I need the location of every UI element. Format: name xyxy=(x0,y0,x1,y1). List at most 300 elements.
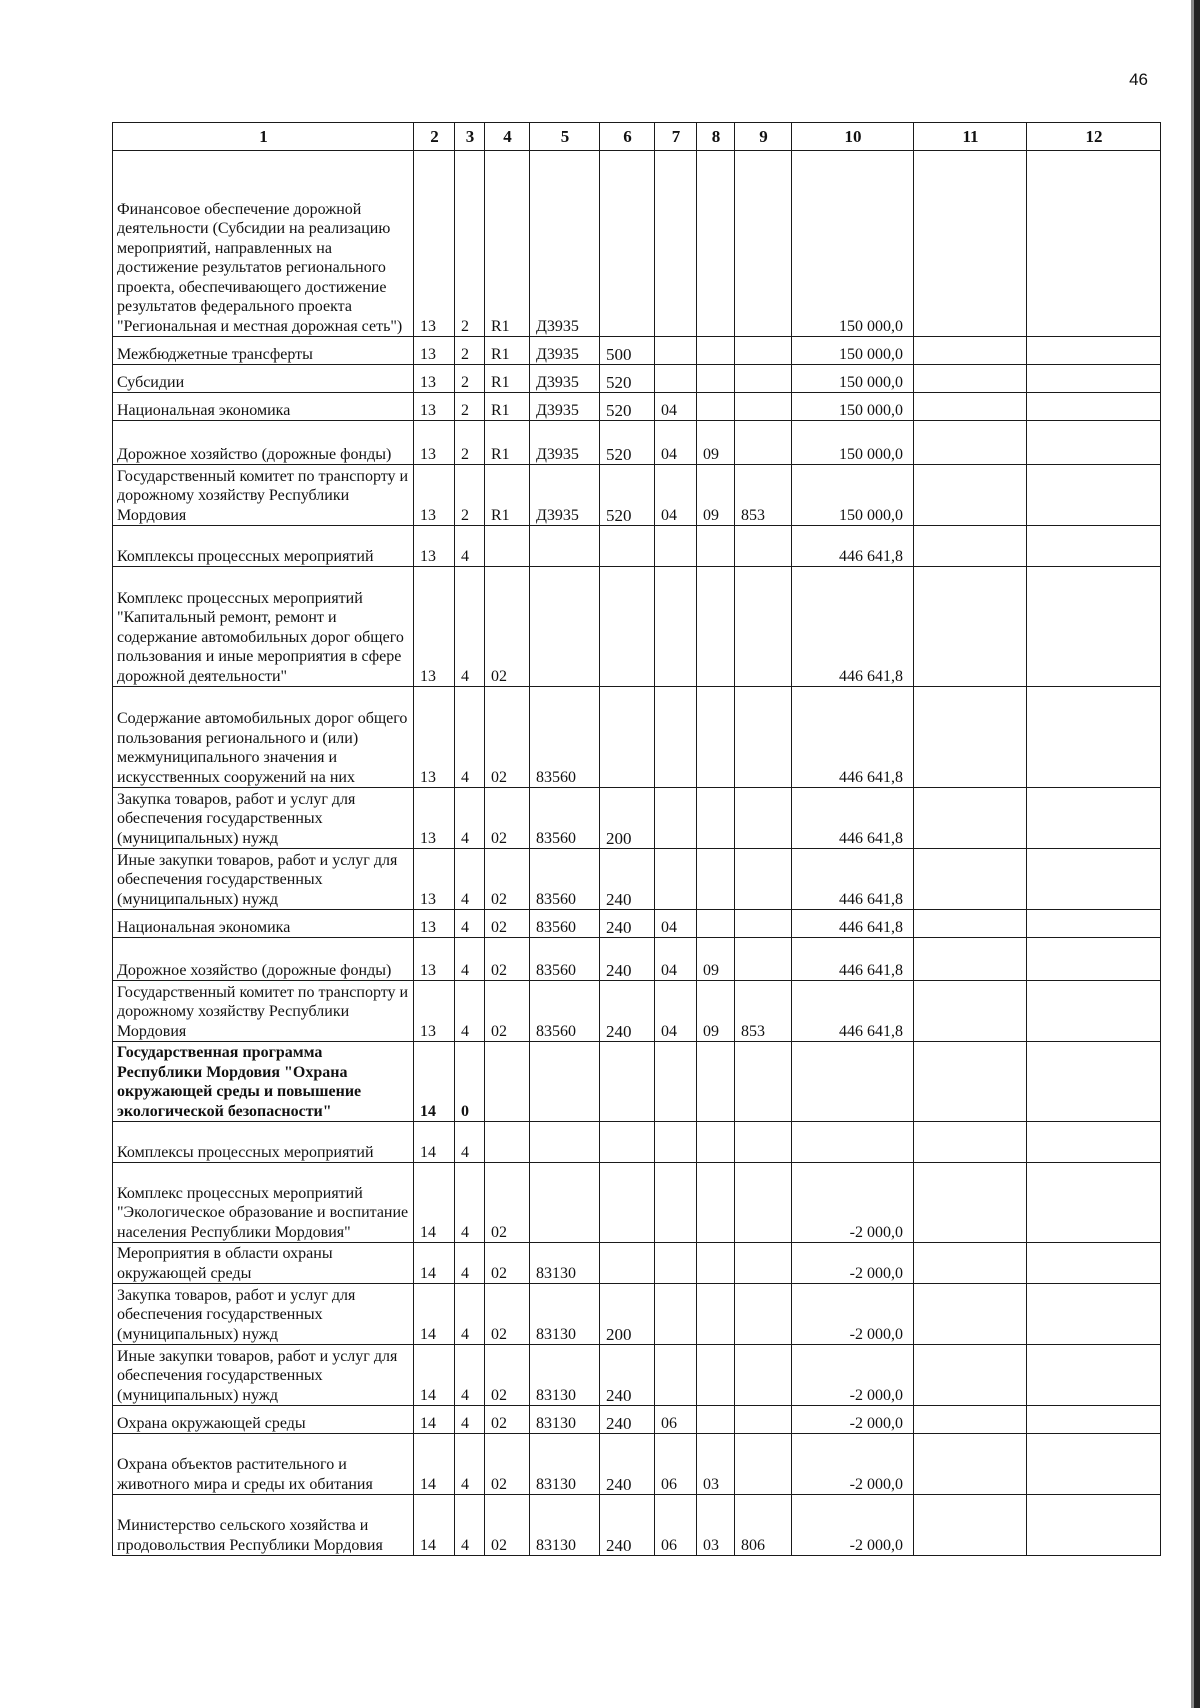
code-cell-c5 xyxy=(530,526,600,567)
code-cell-c7: 04 xyxy=(655,421,697,465)
column-header-5: 5 xyxy=(530,123,600,151)
code-cell-c3: 4 xyxy=(455,981,485,1042)
amount-cell: 446 641,8 xyxy=(792,849,914,910)
code-cell-c3: 4 xyxy=(455,526,485,567)
row-name: Комплексы процессных мероприятий xyxy=(113,1122,414,1163)
code-cell-c7: 04 xyxy=(655,938,697,981)
code-cell-c8 xyxy=(697,1406,735,1434)
row-name: Закупка товаров, работ и услуг для обеспечения государственных (муниципальных) нужд xyxy=(113,788,414,849)
row-name: Охрана окружающей среды xyxy=(113,1406,414,1434)
table-row xyxy=(113,365,1161,393)
code-cell-c6: 520 xyxy=(600,421,655,465)
empty-cell xyxy=(914,938,1027,981)
code-cell-c3: 4 xyxy=(455,849,485,910)
code-cell-c3: 4 xyxy=(455,1122,485,1163)
code-cell-c9 xyxy=(735,1042,792,1122)
empty-cell xyxy=(914,567,1027,687)
code-cell-c3: 2 xyxy=(455,465,485,526)
code-cell-c7 xyxy=(655,1284,697,1345)
code-cell-c6: 240 xyxy=(600,1345,655,1406)
empty-cell xyxy=(914,1495,1027,1556)
code-cell-c2: 13 xyxy=(414,981,455,1042)
column-header-9: 9 xyxy=(735,123,792,151)
empty-cell xyxy=(914,1406,1027,1434)
empty-cell xyxy=(1027,1345,1161,1406)
table-body xyxy=(113,151,1161,1556)
empty-cell xyxy=(1027,1122,1161,1163)
empty-cell xyxy=(1027,421,1161,465)
code-cell-c4: R1 xyxy=(485,465,530,526)
table-row xyxy=(113,1345,1161,1406)
code-cell-c5: Д3935 xyxy=(530,465,600,526)
code-cell-c5: 83560 xyxy=(530,788,600,849)
empty-cell xyxy=(914,1243,1027,1284)
code-cell-c5: 83130 xyxy=(530,1434,600,1495)
header-row xyxy=(113,123,1161,151)
table-row xyxy=(113,938,1161,981)
row-name: Национальная экономика xyxy=(113,393,414,421)
amount-cell: -2 000,0 xyxy=(792,1495,914,1556)
empty-cell xyxy=(914,849,1027,910)
row-name: Финансовое обеспечение дорожной деятельности (Субсидии на реализацию мероприятий, направленных на достижение результатов регионального проекта, обеспечивающего достижение результатов федерального проекта "Региональная и местная дорожная сеть") xyxy=(113,151,414,337)
code-cell-c2: 13 xyxy=(414,567,455,687)
code-cell-c6: 520 xyxy=(600,393,655,421)
code-cell-c3: 2 xyxy=(455,365,485,393)
code-cell-c8 xyxy=(697,1243,735,1284)
code-cell-c4: 02 xyxy=(485,1434,530,1495)
code-cell-c4: 02 xyxy=(485,1243,530,1284)
code-cell-c4: R1 xyxy=(485,151,530,337)
table-row xyxy=(113,1406,1161,1434)
code-cell-c9 xyxy=(735,849,792,910)
code-cell-c2: 13 xyxy=(414,393,455,421)
table-row xyxy=(113,1163,1161,1243)
code-cell-c7 xyxy=(655,849,697,910)
empty-cell xyxy=(914,526,1027,567)
code-cell-c6: 240 xyxy=(600,1406,655,1434)
code-cell-c3: 4 xyxy=(455,1495,485,1556)
code-cell-c8 xyxy=(697,788,735,849)
empty-cell xyxy=(1027,1042,1161,1122)
row-name: Закупка товаров, работ и услуг для обеспечения государственных (муниципальных) нужд xyxy=(113,1284,414,1345)
empty-cell xyxy=(914,910,1027,938)
code-cell-c5: 83130 xyxy=(530,1243,600,1284)
empty-cell xyxy=(1027,1284,1161,1345)
amount-cell xyxy=(792,1122,914,1163)
code-cell-c3: 2 xyxy=(455,393,485,421)
amount-cell: -2 000,0 xyxy=(792,1434,914,1495)
code-cell-c2: 13 xyxy=(414,465,455,526)
table-row xyxy=(113,151,1161,337)
scan-edge xyxy=(1194,0,1200,1708)
code-cell-c7 xyxy=(655,1042,697,1122)
code-cell-c3: 4 xyxy=(455,1434,485,1495)
code-cell-c8 xyxy=(697,1042,735,1122)
code-cell-c3: 4 xyxy=(455,687,485,788)
code-cell-c6 xyxy=(600,687,655,788)
code-cell-c7: 04 xyxy=(655,981,697,1042)
code-cell-c9: 806 xyxy=(735,1495,792,1556)
code-cell-c2: 14 xyxy=(414,1122,455,1163)
empty-cell xyxy=(914,788,1027,849)
code-cell-c8: 03 xyxy=(697,1495,735,1556)
code-cell-c5 xyxy=(530,1042,600,1122)
empty-cell xyxy=(914,1042,1027,1122)
code-cell-c7 xyxy=(655,337,697,365)
code-cell-c7: 04 xyxy=(655,910,697,938)
empty-cell xyxy=(914,1434,1027,1495)
amount-cell: 446 641,8 xyxy=(792,938,914,981)
budget-table xyxy=(112,122,1161,1556)
amount-cell: 446 641,8 xyxy=(792,788,914,849)
code-cell-c9 xyxy=(735,938,792,981)
row-name: Государственный комитет по транспорту и дорожному хозяйству Республики Мордовия xyxy=(113,981,414,1042)
amount-cell: 446 641,8 xyxy=(792,687,914,788)
code-cell-c4: 02 xyxy=(485,788,530,849)
code-cell-c5 xyxy=(530,1122,600,1163)
code-cell-c7: 04 xyxy=(655,393,697,421)
code-cell-c8 xyxy=(697,526,735,567)
table-row xyxy=(113,1284,1161,1345)
code-cell-c3: 4 xyxy=(455,910,485,938)
table-row xyxy=(113,788,1161,849)
column-header-12: 12 xyxy=(1027,123,1161,151)
row-name: Комплекс процессных мероприятий "Капитальный ремонт, ремонт и содержание автомобильных дорог общего пользования и иные мероприятия в сфере дорожной деятельности" xyxy=(113,567,414,687)
code-cell-c8: 09 xyxy=(697,421,735,465)
code-cell-c4: 02 xyxy=(485,567,530,687)
code-cell-c4 xyxy=(485,1122,530,1163)
empty-cell xyxy=(1027,337,1161,365)
code-cell-c5: 83130 xyxy=(530,1495,600,1556)
amount-cell: 150 000,0 xyxy=(792,151,914,337)
code-cell-c5 xyxy=(530,1163,600,1243)
code-cell-c4: 02 xyxy=(485,1406,530,1434)
code-cell-c5: 83130 xyxy=(530,1406,600,1434)
code-cell-c8 xyxy=(697,687,735,788)
empty-cell xyxy=(914,687,1027,788)
amount-cell: 150 000,0 xyxy=(792,421,914,465)
code-cell-c2: 14 xyxy=(414,1284,455,1345)
code-cell-c9 xyxy=(735,393,792,421)
empty-cell xyxy=(914,151,1027,337)
row-name: Комплексы процессных мероприятий xyxy=(113,526,414,567)
code-cell-c2: 13 xyxy=(414,337,455,365)
code-cell-c5: 83560 xyxy=(530,687,600,788)
code-cell-c5: 83560 xyxy=(530,981,600,1042)
empty-cell xyxy=(914,1122,1027,1163)
code-cell-c5: 83560 xyxy=(530,910,600,938)
code-cell-c9 xyxy=(735,526,792,567)
amount-cell xyxy=(792,1042,914,1122)
empty-cell xyxy=(914,1163,1027,1243)
empty-cell xyxy=(1027,1163,1161,1243)
empty-cell xyxy=(1027,1243,1161,1284)
empty-cell xyxy=(914,465,1027,526)
code-cell-c9 xyxy=(735,567,792,687)
table-row xyxy=(113,1122,1161,1163)
table-row xyxy=(113,465,1161,526)
code-cell-c3: 4 xyxy=(455,788,485,849)
code-cell-c2: 14 xyxy=(414,1495,455,1556)
amount-cell: 446 641,8 xyxy=(792,981,914,1042)
code-cell-c6 xyxy=(600,526,655,567)
empty-cell xyxy=(1027,526,1161,567)
code-cell-c9 xyxy=(735,1243,792,1284)
table-row xyxy=(113,1243,1161,1284)
code-cell-c9 xyxy=(735,687,792,788)
code-cell-c2: 13 xyxy=(414,526,455,567)
code-cell-c6: 500 xyxy=(600,337,655,365)
row-name: Государственный комитет по транспорту и дорожному хозяйству Республики Мордовия xyxy=(113,465,414,526)
code-cell-c4: R1 xyxy=(485,337,530,365)
code-cell-c9 xyxy=(735,365,792,393)
row-name: Национальная экономика xyxy=(113,910,414,938)
code-cell-c7: 06 xyxy=(655,1434,697,1495)
column-header-8: 8 xyxy=(697,123,735,151)
code-cell-c7 xyxy=(655,1243,697,1284)
row-name: Государственная программа Республики Мордовия "Охрана окружающей среды и повышение экологической безопасности" xyxy=(113,1042,414,1122)
code-cell-c2: 14 xyxy=(414,1163,455,1243)
code-cell-c8 xyxy=(697,567,735,687)
column-header-11: 11 xyxy=(914,123,1027,151)
code-cell-c7 xyxy=(655,1122,697,1163)
code-cell-c9: 853 xyxy=(735,981,792,1042)
code-cell-c7 xyxy=(655,1345,697,1406)
amount-cell: -2 000,0 xyxy=(792,1406,914,1434)
row-name: Межбюджетные трансферты xyxy=(113,337,414,365)
code-cell-c9 xyxy=(735,1284,792,1345)
column-header-3: 3 xyxy=(455,123,485,151)
code-cell-c8 xyxy=(697,849,735,910)
column-header-4: 4 xyxy=(485,123,530,151)
code-cell-c5: 83560 xyxy=(530,938,600,981)
code-cell-c9 xyxy=(735,151,792,337)
code-cell-c7: 06 xyxy=(655,1406,697,1434)
code-cell-c8 xyxy=(697,1163,735,1243)
amount-cell: 150 000,0 xyxy=(792,337,914,365)
code-cell-c9 xyxy=(735,421,792,465)
code-cell-c6: 240 xyxy=(600,1434,655,1495)
code-cell-c6: 240 xyxy=(600,981,655,1042)
amount-cell: 446 641,8 xyxy=(792,526,914,567)
code-cell-c5 xyxy=(530,567,600,687)
code-cell-c9 xyxy=(735,1345,792,1406)
table-row xyxy=(113,393,1161,421)
code-cell-c5: Д3935 xyxy=(530,337,600,365)
amount-cell: -2 000,0 xyxy=(792,1163,914,1243)
code-cell-c8 xyxy=(697,151,735,337)
row-name: Министерство сельского хозяйства и продовольствия Республики Мордовия xyxy=(113,1495,414,1556)
code-cell-c9 xyxy=(735,1122,792,1163)
empty-cell xyxy=(914,365,1027,393)
code-cell-c7: 06 xyxy=(655,1495,697,1556)
code-cell-c9: 853 xyxy=(735,465,792,526)
table-row xyxy=(113,1042,1161,1122)
code-cell-c6 xyxy=(600,1243,655,1284)
row-name: Содержание автомобильных дорог общего пользования регионального и (или) межмуниципального значения и искусственных сооружений на них xyxy=(113,687,414,788)
table-row xyxy=(113,337,1161,365)
table-row xyxy=(113,981,1161,1042)
code-cell-c5: 83130 xyxy=(530,1345,600,1406)
code-cell-c2: 14 xyxy=(414,1434,455,1495)
code-cell-c3: 4 xyxy=(455,567,485,687)
table-row xyxy=(113,1434,1161,1495)
code-cell-c2: 14 xyxy=(414,1042,455,1122)
code-cell-c2: 13 xyxy=(414,421,455,465)
code-cell-c7 xyxy=(655,1163,697,1243)
code-cell-c2: 13 xyxy=(414,788,455,849)
code-cell-c2: 13 xyxy=(414,849,455,910)
empty-cell xyxy=(914,337,1027,365)
empty-cell xyxy=(914,981,1027,1042)
code-cell-c9 xyxy=(735,788,792,849)
empty-cell xyxy=(1027,151,1161,337)
table-row xyxy=(113,421,1161,465)
code-cell-c9 xyxy=(735,337,792,365)
code-cell-c7 xyxy=(655,567,697,687)
empty-cell xyxy=(914,393,1027,421)
row-name: Охрана объектов растительного и животного мира и среды их обитания xyxy=(113,1434,414,1495)
amount-cell: -2 000,0 xyxy=(792,1243,914,1284)
code-cell-c2: 14 xyxy=(414,1345,455,1406)
row-name: Иные закупки товаров, работ и услуг для обеспечения государственных (муниципальных) нужд xyxy=(113,1345,414,1406)
amount-cell: -2 000,0 xyxy=(792,1284,914,1345)
code-cell-c6: 520 xyxy=(600,365,655,393)
code-cell-c5: Д3935 xyxy=(530,151,600,337)
code-cell-c6 xyxy=(600,151,655,337)
empty-cell xyxy=(1027,393,1161,421)
code-cell-c9 xyxy=(735,1406,792,1434)
code-cell-c8 xyxy=(697,1122,735,1163)
column-header-7: 7 xyxy=(655,123,697,151)
code-cell-c2: 13 xyxy=(414,365,455,393)
code-cell-c4: 02 xyxy=(485,938,530,981)
code-cell-c6 xyxy=(600,1042,655,1122)
code-cell-c5: Д3935 xyxy=(530,393,600,421)
code-cell-c7 xyxy=(655,788,697,849)
code-cell-c5: Д3935 xyxy=(530,421,600,465)
table-row xyxy=(113,687,1161,788)
code-cell-c5: 83560 xyxy=(530,849,600,910)
code-cell-c2: 13 xyxy=(414,938,455,981)
amount-cell: -2 000,0 xyxy=(792,1345,914,1406)
column-header-6: 6 xyxy=(600,123,655,151)
table-row xyxy=(113,526,1161,567)
code-cell-c4: 02 xyxy=(485,981,530,1042)
code-cell-c8 xyxy=(697,393,735,421)
code-cell-c4 xyxy=(485,526,530,567)
code-cell-c6: 240 xyxy=(600,938,655,981)
code-cell-c3: 2 xyxy=(455,337,485,365)
code-cell-c8: 09 xyxy=(697,938,735,981)
code-cell-c6: 240 xyxy=(600,849,655,910)
code-cell-c8 xyxy=(697,337,735,365)
code-cell-c3: 4 xyxy=(455,938,485,981)
code-cell-c4: R1 xyxy=(485,365,530,393)
amount-cell: 446 641,8 xyxy=(792,567,914,687)
code-cell-c8 xyxy=(697,365,735,393)
code-cell-c6: 240 xyxy=(600,1495,655,1556)
code-cell-c3: 4 xyxy=(455,1406,485,1434)
code-cell-c2: 13 xyxy=(414,151,455,337)
code-cell-c4: 02 xyxy=(485,1163,530,1243)
code-cell-c7 xyxy=(655,687,697,788)
code-cell-c9 xyxy=(735,910,792,938)
code-cell-c2: 14 xyxy=(414,1243,455,1284)
code-cell-c6 xyxy=(600,567,655,687)
empty-cell xyxy=(1027,788,1161,849)
row-name: Дорожное хозяйство (дорожные фонды) xyxy=(113,938,414,981)
code-cell-c8: 09 xyxy=(697,465,735,526)
code-cell-c4: 02 xyxy=(485,910,530,938)
code-cell-c8 xyxy=(697,910,735,938)
code-cell-c7 xyxy=(655,151,697,337)
code-cell-c6: 240 xyxy=(600,910,655,938)
amount-cell: 150 000,0 xyxy=(792,365,914,393)
code-cell-c3: 2 xyxy=(455,421,485,465)
amount-cell: 446 641,8 xyxy=(792,910,914,938)
code-cell-c8: 09 xyxy=(697,981,735,1042)
column-header-1: 1 xyxy=(113,123,414,151)
code-cell-c8: 03 xyxy=(697,1434,735,1495)
page-number: 46 xyxy=(1129,70,1148,89)
empty-cell xyxy=(914,1345,1027,1406)
code-cell-c2: 14 xyxy=(414,1406,455,1434)
code-cell-c7: 04 xyxy=(655,465,697,526)
code-cell-c5: Д3935 xyxy=(530,365,600,393)
code-cell-c7 xyxy=(655,365,697,393)
empty-cell xyxy=(1027,465,1161,526)
empty-cell xyxy=(1027,849,1161,910)
row-name: Иные закупки товаров, работ и услуг для обеспечения государственных (муниципальных) нужд xyxy=(113,849,414,910)
code-cell-c6: 200 xyxy=(600,1284,655,1345)
row-name: Субсидии xyxy=(113,365,414,393)
table-row xyxy=(113,567,1161,687)
column-header-2: 2 xyxy=(414,123,455,151)
empty-cell xyxy=(914,421,1027,465)
empty-cell xyxy=(1027,1434,1161,1495)
amount-cell: 150 000,0 xyxy=(792,465,914,526)
code-cell-c4: R1 xyxy=(485,421,530,465)
code-cell-c7 xyxy=(655,526,697,567)
code-cell-c6 xyxy=(600,1122,655,1163)
code-cell-c3: 4 xyxy=(455,1163,485,1243)
code-cell-c3: 0 xyxy=(455,1042,485,1122)
code-cell-c9 xyxy=(735,1434,792,1495)
table-row xyxy=(113,910,1161,938)
empty-cell xyxy=(1027,910,1161,938)
table-row xyxy=(113,1495,1161,1556)
amount-cell: 150 000,0 xyxy=(792,393,914,421)
empty-cell xyxy=(1027,687,1161,788)
row-name: Мероприятия в области охраны окружающей среды xyxy=(113,1243,414,1284)
code-cell-c4: 02 xyxy=(485,1284,530,1345)
code-cell-c3: 4 xyxy=(455,1243,485,1284)
code-cell-c4 xyxy=(485,1042,530,1122)
empty-cell xyxy=(1027,1406,1161,1434)
code-cell-c6: 520 xyxy=(600,465,655,526)
code-cell-c8 xyxy=(697,1284,735,1345)
code-cell-c4: R1 xyxy=(485,393,530,421)
table-row xyxy=(113,849,1161,910)
code-cell-c6 xyxy=(600,1163,655,1243)
code-cell-c4: 02 xyxy=(485,849,530,910)
code-cell-c2: 13 xyxy=(414,687,455,788)
row-name: Дорожное хозяйство (дорожные фонды) xyxy=(113,421,414,465)
code-cell-c8 xyxy=(697,1345,735,1406)
code-cell-c3: 2 xyxy=(455,151,485,337)
column-header-10: 10 xyxy=(792,123,914,151)
